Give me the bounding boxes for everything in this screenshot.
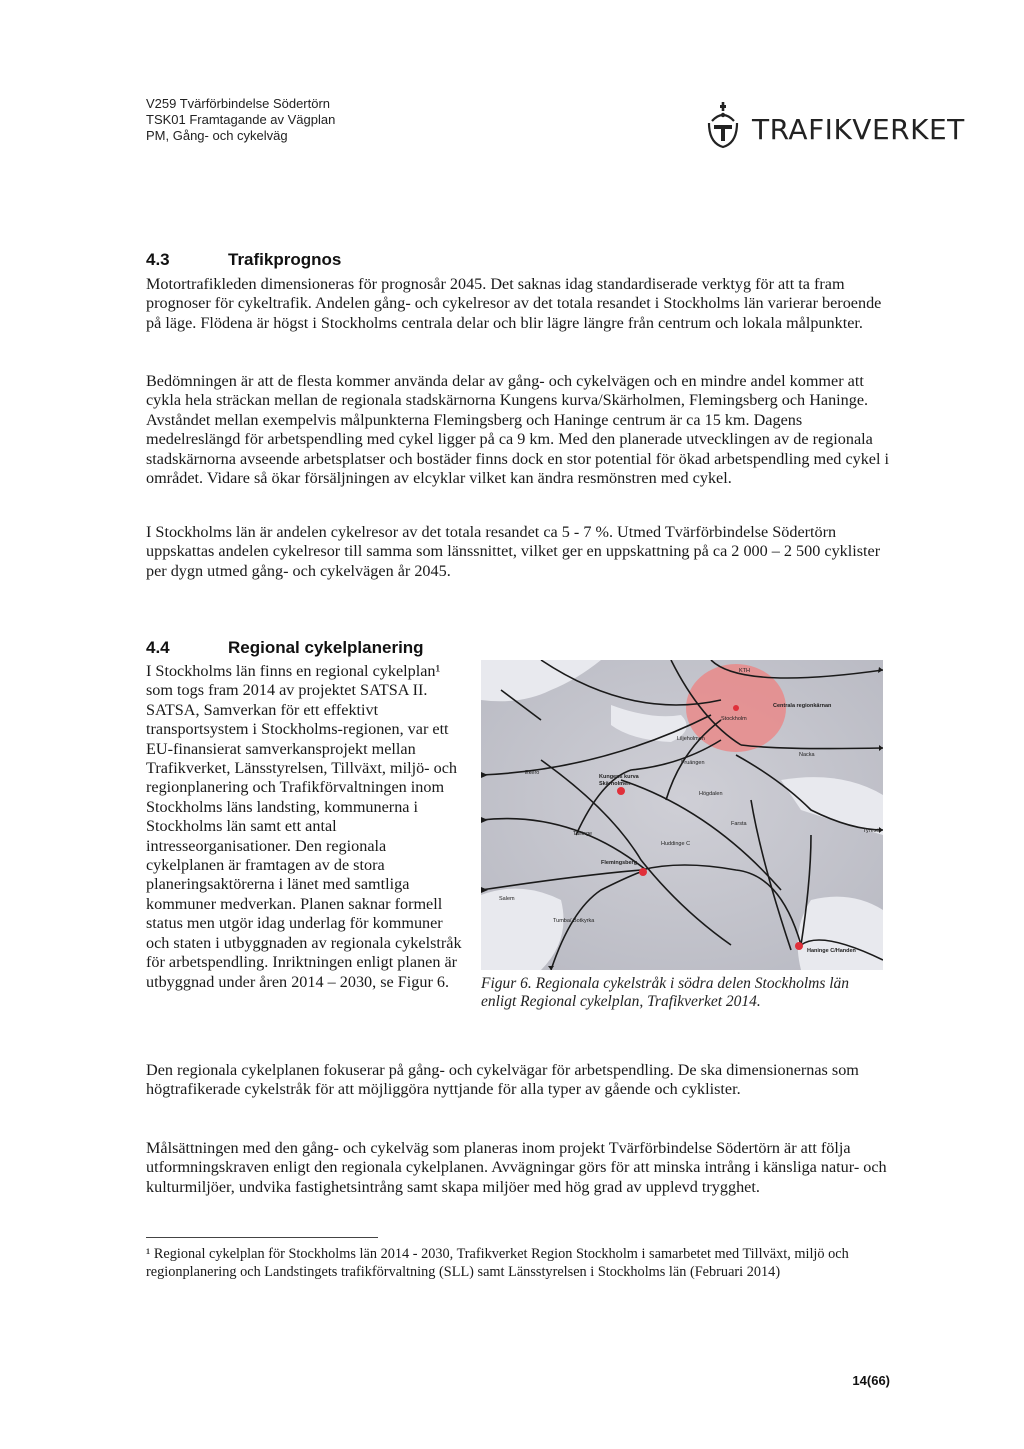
document-type: PM, Gång- och cykelväg — [146, 128, 288, 143]
paragraph: Motortrafikleden dimensioneras för prognosår 2045. Det saknas idag standardiserade verktyg för att ta fram prognoser för cykeltrafik. Andelen gång- och cykelresor av det totala resandet i Stockholms län varierar beroende på läge. Flödena är högst i Stockholms centrala delar och blir lägre längre från centrum och lokala målpunkter. — [146, 275, 882, 332]
map-label: Huddinge C — [661, 841, 691, 847]
map-label: Farsta — [731, 821, 747, 827]
map-label: Ekerö — [525, 770, 540, 776]
section-title: Trafikprognos — [228, 250, 342, 269]
project-subtitle: TSK01 Framtagande av Vägplan — [146, 112, 336, 127]
footnote: ¹ Regional cykelplan för Stockholms län 2014 - 2030, Trafikverket Region Stockholm i samarbetet med Tillväxt, miljö och regionplanering och Landstingets trafikförvaltning (SLL) samt Länsstyrelsen i Stockholms län (Februari 2014) — [146, 1246, 849, 1280]
paragraph: Bedömningen är att de flesta kommer använda delar av gång- och cykelvägen och en mindre andel kommer att cykla hela sträckan mellan de regionala stadskärnorna Kungens kurva/Skärholmen, Flemingsberg och Haninge. Avståndet mellan exempelvis målpunkterna Flemingsberg och Haninge centrum är ca 15 km. Dagens medelreslängd för arbetspendling med cykel ligger på ca 9 km. Med den planerade utvecklingen av de regionala stadskärnorna avseende arbetsplatser och bostäder finns dock en stor potential för ökad arbetspendling med cykel i området. Vidare så ökar försäljningen av elcyklar vilket kan ändra resmönstren med cykel. — [146, 372, 890, 488]
section-4-3-body-3 — [146, 523, 886, 581]
trafikverket-logo — [700, 101, 970, 153]
map-label: Skärholmen — [599, 781, 631, 787]
node-stockholm — [733, 705, 739, 711]
section-4-3-body-2 — [146, 372, 896, 488]
map-graphic — [481, 660, 883, 970]
section-4-4-body — [146, 1061, 891, 1100]
map-label: Högdalen — [699, 791, 723, 797]
map-label: Tyresö — [863, 828, 880, 834]
paragraph: Den regionala cykelplanen fokuserar på gång- och cykelvägar för arbetspendling. De ska dimensionernas som högtrafikerade cykelstråk för att möjliggöra nyttjande för alla typer av gående och cyklister. — [146, 1061, 859, 1099]
map-label: Flemingsberg — [601, 860, 638, 866]
logo-wordmark: TRAFIKVERKET — [752, 113, 965, 146]
map-label: Tumba/ Botkyrka — [553, 918, 595, 924]
page-number: 14(66) — [852, 1373, 890, 1388]
section-4-4-body-2 — [146, 1139, 896, 1197]
map-label: Fruängen — [681, 760, 705, 766]
section-number: 4.3 — [146, 250, 170, 269]
map-label: Kungens kurva — [599, 774, 639, 780]
map-label: KTH — [739, 668, 750, 674]
document-header — [146, 96, 335, 144]
regional-cycle-map — [481, 660, 883, 970]
map-label: Centrala regionkärnan — [773, 703, 832, 709]
map-label: Nacka — [799, 752, 815, 758]
section-number: 4.4 — [146, 638, 170, 657]
paragraph: Målsättningen med den gång- och cykelväg som planeras inom projekt Tvärförbindelse Södertörn är att följa utformningskraven enligt den regionala cykelplanen. Avvägningar görs för att minska intrång i känsliga natur- och kulturmiljöer, undvika fastighetsintrång samt skapa miljöer med hög grad av upplevd trygghet. — [146, 1139, 887, 1196]
section-4-3-body — [146, 275, 896, 333]
section-4-4-side-text — [146, 662, 462, 992]
crown-emblem-icon — [700, 101, 746, 153]
section-title: Regional cykelplanering — [228, 638, 424, 657]
map-label: Haninge C/Handen — [807, 948, 856, 954]
paragraph: I Stockholms län finns en regional cykelplan¹ som togs fram 2014 av projektet SATSA II. SATSA, Samverkan för ett effektivt transportsystem i Stockholms-regionen, var ett EU-finansierat samverkansprojekt mellan Trafikverket, Länsstyrelsen, Tillväxt, miljö- och regionplanering och Trafikförvaltningen inom Stockholms läns landsting, kommunerna i Stockholms län samt ett antal intresseorganisationer. Den regionala cykelplanen är framtagen av de stora planeringsaktörerna i länet med samtliga kommuner medverkan. Planen saknar formell status men utgör idag underlag för kommuner och staten i utbyggnaden av regionala cykelstråk för arbetspendling. Inriktningen enligt planen är utbyggnad under åren 2014 – 2030, se Figur 6. — [146, 662, 462, 991]
node-flemingsberg — [639, 868, 647, 876]
map-label: Stockholm — [721, 716, 747, 722]
section-heading-4-4 — [146, 638, 424, 658]
node-kungens-kurva — [617, 787, 625, 795]
footnote-separator — [146, 1237, 378, 1238]
project-title: V259 Tvärförbindelse Södertörn — [146, 96, 331, 111]
map-label: Liljeholmen — [677, 736, 705, 742]
figure-caption: Figur 6. Regionala cykelstråk i södra delen Stockholms län enligt Regional cykelplan, Trafikverket 2014. — [481, 975, 850, 1010]
node-haninge — [795, 942, 803, 950]
map-label: Tullinge — [573, 831, 593, 837]
paragraph: I Stockholms län är andelen cykelresor av det totala resandet ca 5 - 7 %. Utmed Tvärförbindelse Södertörn uppskattas andelen cykelresor till samma som länssnittet, vilket ger en uppskattning på ca 2 000 – 2 500 cyklister per dygn utmed gång- och cykelvägen år 2045. — [146, 523, 881, 580]
map-label: Salem — [499, 896, 515, 902]
section-heading-4-3 — [146, 250, 341, 270]
